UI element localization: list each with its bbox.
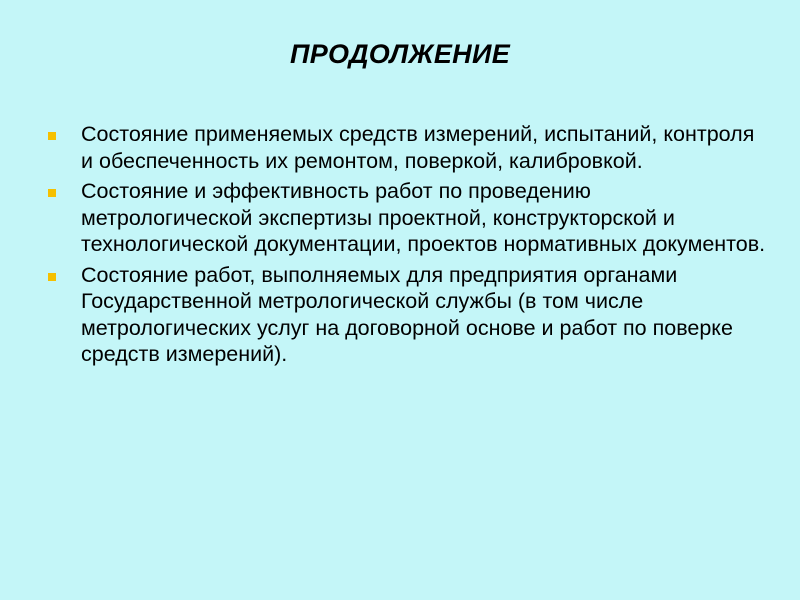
square-bullet-icon	[48, 132, 56, 140]
square-bullet-icon	[48, 189, 56, 197]
bullet-text: Состояние применяемых средств измерений, испытаний, контроля и обеспеченность их ремонтом, поверкой, калибровкой.	[81, 122, 755, 173]
bullet-text: Состояние работ, выполняемых для предприятия органами Государственной метрологической службы (в том числе метрологических услуг на договорной основе и работ по поверке средств измерений).	[81, 262, 733, 366]
bullet-item-1	[48, 121, 768, 174]
bullet-item-2	[48, 178, 768, 258]
slide-title: ПРОДОЛЖЕНИЕ	[289, 39, 511, 69]
bullet-text: Состояние и эффективность работ по проведению метрологической экспертизы проектной, конструкторской и технологической документации, проектов нормативных документов.	[81, 179, 766, 256]
bullet-item-3	[48, 262, 768, 368]
square-bullet-icon	[48, 273, 56, 281]
bullet-list	[48, 121, 768, 372]
